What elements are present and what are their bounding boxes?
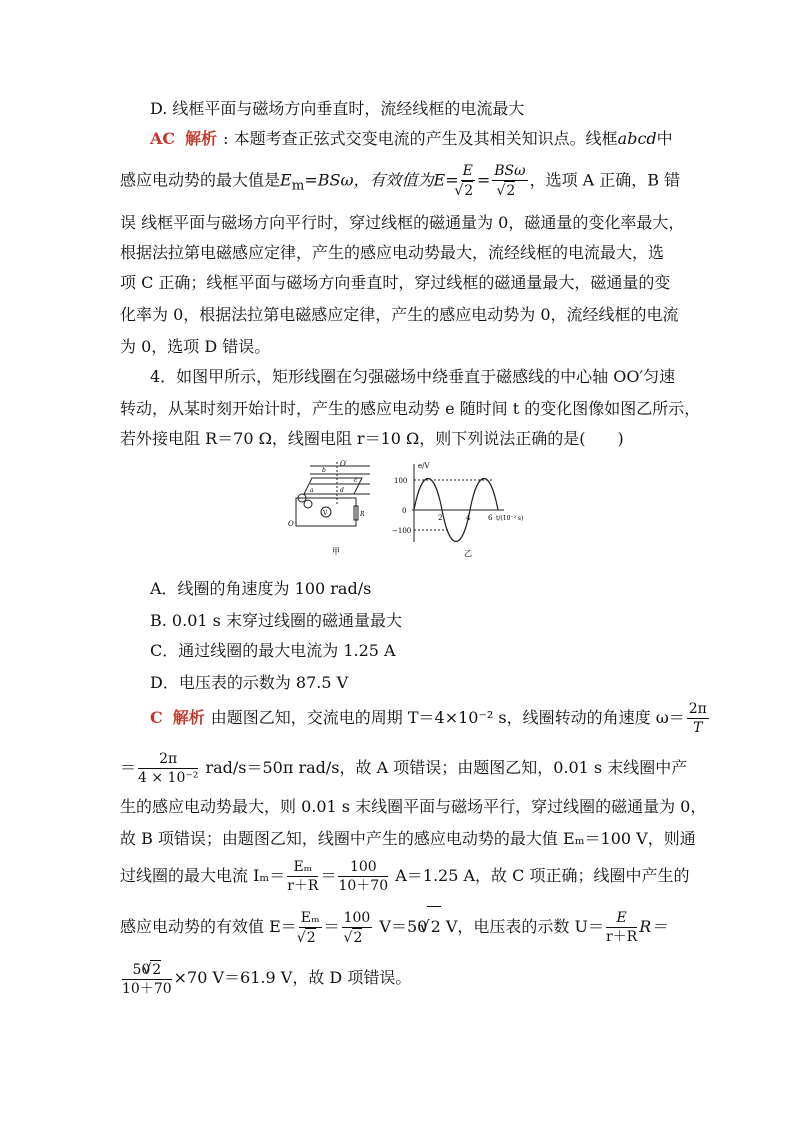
- option-b: B. 0.01 s 末穿过线圈的磁通量最大: [150, 611, 402, 630]
- answer-label: C: [150, 708, 163, 727]
- fraction: [606, 909, 637, 946]
- text: : 本题考查正弦式交变电流的产生及其相关知识点。线框: [223, 129, 618, 148]
- analysis-line-5: 项 C 正确；线框平面与磁场方向垂直时，穿过线框的磁通量最大，磁通量的变: [120, 273, 671, 292]
- fraction: [138, 750, 198, 787]
- fraction-num: 2π: [688, 701, 707, 717]
- option-d: D．电压表的示数为 87.5 V: [150, 673, 349, 692]
- equals: =: [476, 170, 491, 190]
- question-4-line-3: 若外接电阻 R＝70 Ω，线圈电阻 r＝10 Ω，则下列说法正确的是( ): [120, 429, 624, 448]
- x-axis-label: t/(10⁻² s): [496, 515, 524, 522]
- label-voltmeter: V: [323, 510, 328, 517]
- y-tick-neg100: −100: [392, 527, 412, 535]
- analysis-line-1: [150, 128, 710, 150]
- fraction: [492, 162, 527, 200]
- sqrt: √ 2: [504, 181, 515, 200]
- right-caption: 乙: [464, 549, 472, 558]
- text: 中: [656, 129, 673, 148]
- math-var: abcd: [617, 129, 657, 148]
- fraction-num: 100: [338, 858, 388, 877]
- label-b: b: [322, 467, 326, 474]
- y-axis-label: e/V: [418, 462, 430, 470]
- label-o-prime: O′: [340, 460, 348, 468]
- fraction: [461, 162, 475, 200]
- solution-line-5: [120, 856, 690, 896]
- fraction-num: 100: [343, 909, 371, 926]
- option-d-previous: D. 线框平面与磁场方向垂直时，流经线框的电流最大: [150, 99, 525, 118]
- equals: ＝: [323, 917, 340, 936]
- solution-line-7: [120, 958, 680, 998]
- solution-line-3: 生的感应电动势最大，则 0.01 s 末线圈平面与磁场平行，穿过线圈的磁通量为 0，: [120, 797, 707, 816]
- text: 感应电动势的最大值是: [120, 170, 281, 190]
- y-tick-100: 100: [394, 477, 408, 485]
- fraction: [338, 858, 388, 895]
- fraction: [687, 700, 709, 737]
- option-c: C．通过线圈的最大电流为 1.25 A: [150, 641, 396, 660]
- solution-line-2: [120, 750, 688, 786]
- fraction-num: E: [462, 163, 473, 179]
- fraction-den: 10＋70: [338, 878, 389, 894]
- fraction-den: 10＋70: [122, 980, 172, 997]
- text: 由题图乙知，交流电的周期 T＝4×10⁻² s，线圈转动的角速度 ω＝: [210, 708, 685, 727]
- analysis-label: 解析: [172, 708, 205, 727]
- text: R＝: [639, 917, 668, 936]
- fraction: [342, 909, 373, 947]
- figure-svg: [282, 458, 542, 568]
- analysis-line-7: 为 0，选项 D 错误。: [120, 337, 271, 356]
- x-tick-4: 4: [466, 514, 471, 522]
- solution-line-1: [150, 700, 710, 736]
- fraction-num: [122, 960, 172, 980]
- fraction: [287, 858, 318, 895]
- label-d: d: [340, 487, 344, 494]
- label-o: O: [288, 520, 294, 528]
- label-resistor: R: [360, 511, 365, 518]
- text: rad/s＝50π rad/s，故 A 项错误；由题图乙知，0.01 s 末线圈中产: [200, 758, 688, 777]
- text: 50: [132, 961, 151, 978]
- question-figure: [282, 458, 542, 568]
- question-4-line-2: 转动，从某时刻开始计时，产生的感应电动势 e 随时间 t 的变化图像如图乙所示，: [120, 399, 701, 418]
- et-graph: [412, 464, 504, 542]
- analysis-line-3: 误 线框平面与磁场方向平行时，穿过线框的磁通量为 0，磁通量的变化率最大，: [120, 213, 685, 232]
- fraction-den: r＋R: [605, 929, 638, 945]
- fraction: [122, 960, 172, 998]
- fraction-den: T: [693, 720, 703, 736]
- text: A＝1.25 A，故 C 项正确；线圈中产生的: [390, 866, 690, 885]
- subscript: m: [291, 178, 305, 194]
- text: ，选项 A 正确，B 错: [529, 170, 681, 190]
- sqrt: √ 2: [150, 960, 161, 979]
- fraction: [299, 909, 322, 947]
- figure-coil-circuit: [296, 462, 370, 526]
- question-4-line-1: 4．如图甲所示，矩形线圈在匀强磁场中绕垂直于磁感线的中心轴 OO′匀速: [150, 367, 676, 386]
- option-a: A．线圈的角速度为 100 rad/s: [150, 579, 372, 598]
- x-tick-2: 2: [438, 514, 443, 522]
- fraction-num: E: [606, 909, 637, 928]
- text: V＝50: [374, 917, 428, 936]
- text: V，电压表的示数 U＝: [440, 917, 604, 936]
- fraction-num: BSω: [494, 163, 526, 179]
- x-tick-6: 6: [488, 514, 493, 522]
- analysis-line-6: 化率为 0，根据法拉第电磁感应定律，产生的感应电动势为 0，流经线框的电流: [120, 305, 679, 324]
- fraction-den: r＋R: [287, 878, 319, 894]
- solution-line-6: [120, 906, 680, 946]
- analysis-line-4: 根据法拉第电磁感应定律，产生的感应电动势最大，流经线框的电流最大，选: [120, 243, 665, 262]
- equals: ＝: [320, 866, 337, 885]
- text: 感应电动势的有效值 E＝: [120, 917, 297, 936]
- sqrt: √ 2: [462, 181, 473, 200]
- left-caption: 甲: [332, 547, 340, 556]
- math-expr: =BSω，有效值为: [304, 170, 434, 190]
- fraction-num: Eₘ: [287, 858, 318, 877]
- sqrt: √ 2: [427, 906, 440, 947]
- sqrt: √ 2: [305, 928, 316, 947]
- text: ×70 V＝61.9 V，故 D 项错误。: [173, 968, 412, 987]
- text: 过线圈的最大电流 Iₘ＝: [120, 866, 286, 885]
- math-var: E: [280, 170, 292, 190]
- answer-label: AC: [150, 129, 176, 148]
- fraction-den: 4 × 10⁻²: [138, 770, 199, 786]
- label-a: a: [310, 487, 314, 494]
- analysis-line-2: [120, 162, 680, 198]
- math-var: E=: [433, 170, 459, 190]
- label-c: c: [354, 477, 358, 484]
- sqrt: √ 2: [352, 928, 363, 947]
- fraction-num: Eₘ: [300, 909, 320, 926]
- text: ＝: [120, 758, 137, 777]
- solution-line-4: 故 B 项错误；由题图乙知，线圈中产生的感应电动势的最大值 Eₘ＝100 V，则通: [120, 829, 696, 848]
- analysis-label: 解析: [185, 129, 218, 148]
- fraction-num: 2π: [138, 750, 198, 769]
- y-tick-0: 0: [402, 507, 407, 515]
